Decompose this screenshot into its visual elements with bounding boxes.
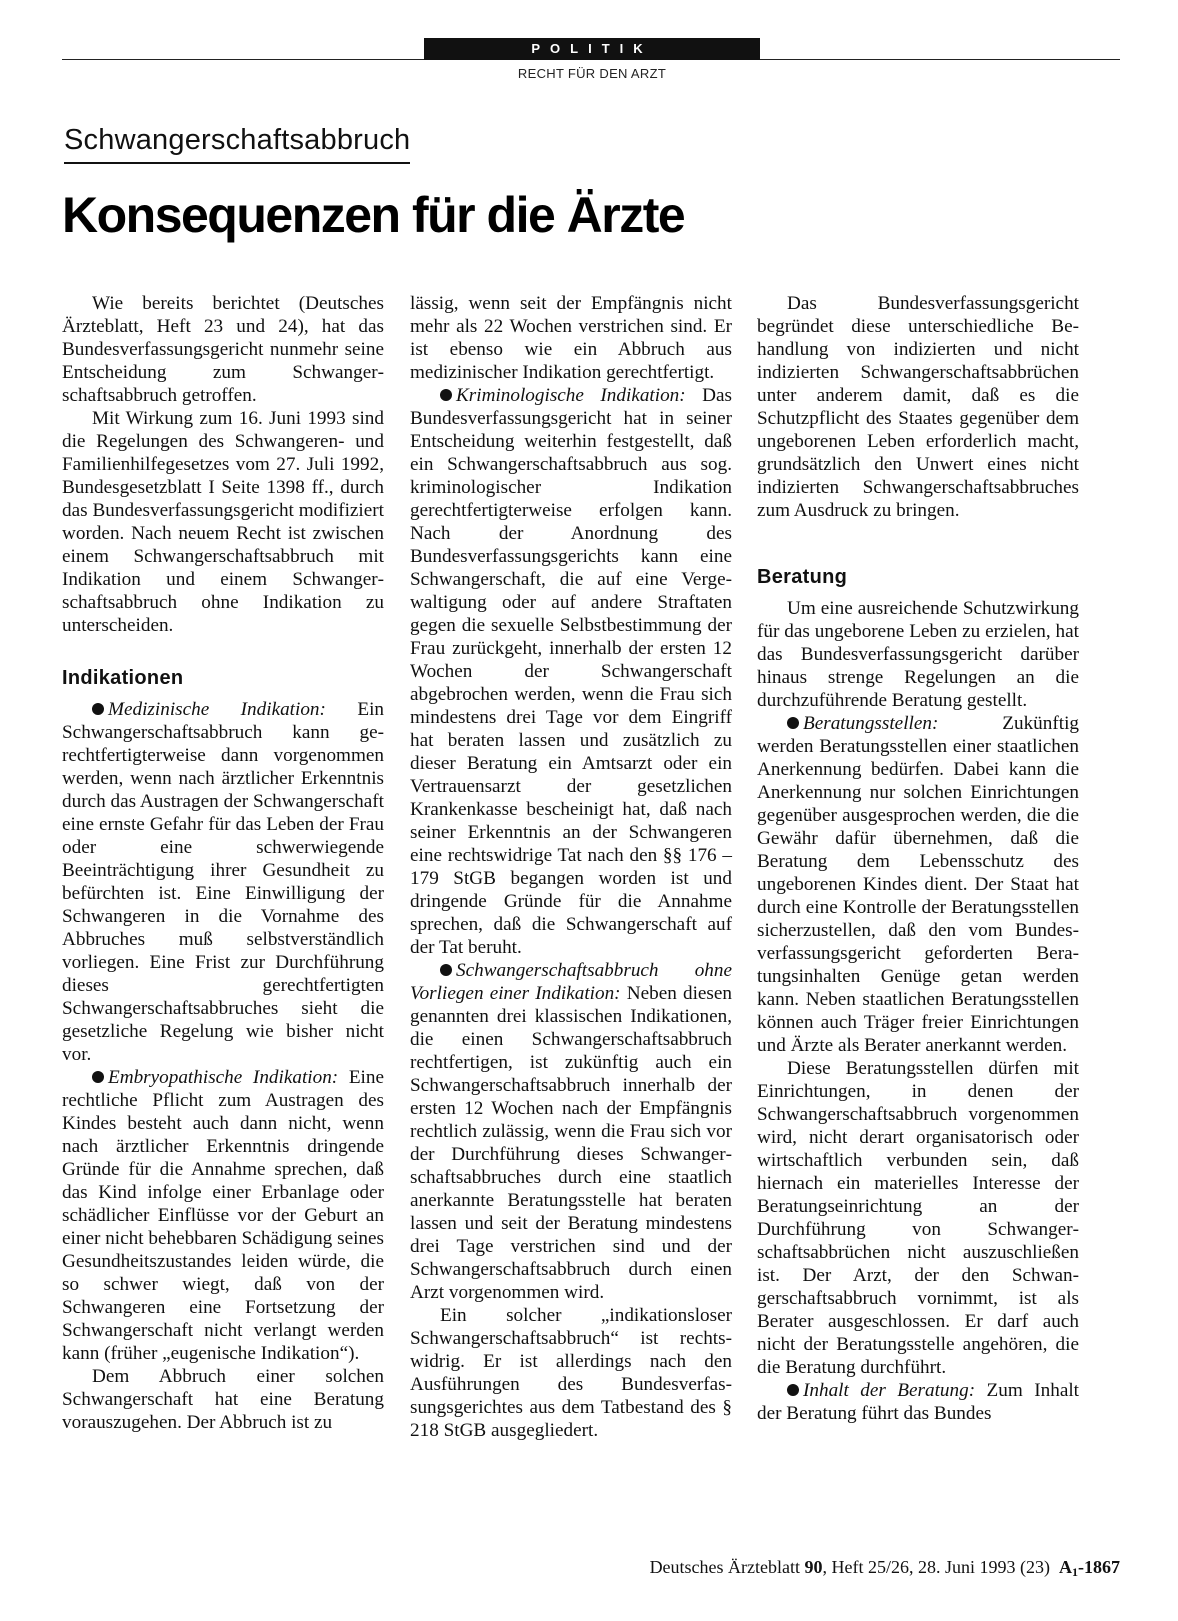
paragraph: lässig, wenn seit der Empfängnis nicht mehr als 22 Wochen verstrichen sind. Er ist ebenso wie ein Abbruch aus medizinischer Indikation gerechtfertigt. bbox=[410, 293, 732, 383]
article-column-2 bbox=[410, 292, 732, 1442]
section-label: POLITIK bbox=[424, 38, 760, 60]
paragraph-text: Ein Schwangerschaftsabbruch kann gerechtfertigterweise dann vorgenommen werden, wenn nach ärztlicher Erkenntnis durch das Austragen der Schwangerschaft eine ernste Gefahr für das Leben der Frau oder eine schwerwiegende Beeinträchtigung ihrer Gesundheit zu befürchten ist. Eine Einwilligung der Schwangeren in die Vornahme des Abbruches muß selbstverständlich vorliegen. Eine Frist zur Durchführung dieses gerechtfertigten Schwangerschaftsabbruches sieht die gesetzliche Regelung wie bisher nicht vor. bbox=[62, 699, 384, 1065]
article-topic: Schwangerschaftsabbruch bbox=[64, 124, 410, 164]
paragraph-text: Das Bundesverfassungsgericht hat in seiner Entscheidung weiterhin festgestellt, daß ein Schwangerschaftsabbruch aus sog. kriminologischer Indikation gerechtfertigterweise erfolgen kann. Nach der Anordnung des Bundesverfassungsgerichts kann eine Schwangerschaft, die auf eine Vergewaltigung oder auf andere Straftaten gegen die sexuelle Selbstbestimmung der Frau zurückgeht, innerhalb der ersten 12 Wochen der Schwangerschaft abgebrochen werden, wenn die Frau sich mindestens drei Tage vor dem Eingriff hat beraten lassen und zusätzlich zu dieser Beratung ein Amtsarzt oder ein Vertrauensarzt der gesetzlichen Krankenkasse bescheinigt hat, daß nach seiner Erkenntnis an der Schwangeren eine rechtswidrige Tat nach den §§ 176 – 179 StGB begangen worden ist und dringende Gründe für die Annahme sprechen, daß die Schwangerschaft auf der Tat beruht. bbox=[410, 385, 733, 958]
bullet-dot-icon bbox=[787, 717, 799, 729]
inline-label: Beratungsstellen: bbox=[803, 713, 939, 734]
journal-volume: 90 bbox=[804, 1557, 823, 1577]
paragraph-text: Zum Inhalt der Beratung führt das Bundes bbox=[757, 1380, 1079, 1424]
article-column-1 bbox=[62, 292, 384, 1434]
paragraph-ohne-indikation bbox=[410, 959, 732, 1304]
article-title: Konsequenzen für die Ärzte bbox=[62, 187, 685, 243]
article-column-3 bbox=[757, 292, 1079, 1425]
paragraph-text: Neben diesen genannten drei klassischen Indikationen, die einen Schwangerschaftsabbruch rechtfertigen, ist zukünftig auch ein Schwangerschaftsabbruch innerhalb der ersten 12 Wochen nach der Empfängnis rechtlich zulässig, wenn die Frau sich vor der Durchführung dieses Schwangerschaftsabbruches durch eine staatlich anerkannte Beratungsstelle hat beraten lassen und seit der Beratung mindestens drei Tage verstrichen sind und der Schwangerschaftsabbruch durch einen Arzt vorgenommen wird. bbox=[410, 983, 732, 1303]
page-prefix: A bbox=[1059, 1557, 1072, 1577]
bullet-dot-icon bbox=[92, 1071, 104, 1083]
journal-name: Deutsches Ärzteblatt bbox=[649, 1557, 805, 1577]
paragraph: Ein solcher „indikationsloser Schwangerschaftsabbruch“ ist rechtswidrig. Er ist allerdings nach den Ausführungen des Bundesverfassungsgerichtes aus dem Tatbestand des § 218 StGB ausgegliedert. bbox=[410, 1305, 732, 1441]
inline-label: Medizinische Indikation: bbox=[108, 699, 326, 720]
inline-label: Schwangerschaftsabbruch ohne Vorliegen einer Indikation: bbox=[410, 960, 732, 1004]
page-subscript: 1 bbox=[1072, 1565, 1078, 1579]
bullet-dot-icon bbox=[440, 389, 452, 401]
paragraph-inhalt-der-beratung bbox=[757, 1379, 1079, 1425]
bullet-dot-icon bbox=[92, 703, 104, 715]
bullet-dot-icon bbox=[440, 964, 452, 976]
paragraph: Wie bereits berichtet (Deutsches Ärzteblatt, Heft 23 und 24), hat das Bundesverfassungsgericht nunmehr seine Entscheidung zum Schwangerschaftsabbruch getroffen. bbox=[62, 293, 384, 406]
inline-label: Inhalt der Beratung: bbox=[803, 1380, 976, 1401]
paragraph: Mit Wirkung zum 16. Juni 1993 sind die Regelungen des Schwangeren- und Familienhilfegesetzes vom 27. Juli 1992, Bundesgesetzblatt I Seite 1398 ff., durch das Bundesverfassungsgericht modifiziert worden. Nach neuem Recht ist zwischen einem Schwangerschaftsabbruch mit Indikation und einem Schwangerschaftsabbruch ohne Indikation zu unterscheiden. bbox=[62, 408, 384, 636]
paragraph-kriminologische-indikation bbox=[410, 384, 732, 959]
subheading-beratung: Beratung bbox=[757, 566, 848, 588]
subsection-label: RECHT FÜR DEN ARZT bbox=[517, 66, 667, 81]
inline-label: Embryopathische Indikation: bbox=[108, 1067, 339, 1088]
paragraph: Diese Beratungsstellen dürfen mit Einrichtungen, in denen der Schwangerschaftsabbruch vorgenommen wird, nicht derart organisatorisch oder wirtschaftlich verbunden sein, daß hiernach ein materielles Interesse der Beratungseinrichtung an der Durchführung von Schwangerschaftsabbrüchen nicht auszuschließen ist. Der Arzt, der den Schwangerschaftsabbruch vornimmt, ist als Berater ausgeschlossen. Er darf auch nicht der Beratungsstelle angehören, die die Beratung durchführt. bbox=[757, 1058, 1079, 1378]
paragraph-medizinische-indikation bbox=[62, 698, 384, 1066]
journal-issue: , Heft 25/26, 28. Juni 1993 (23) bbox=[822, 1557, 1050, 1577]
paragraph: Um eine ausreichende Schutzwirkung für das ungeborene Leben zu erzielen, hat das Bundesverfassungsgericht darüber hinaus strenge Regelungen an die durchzuführende Beratung gestellt. bbox=[757, 598, 1079, 711]
paragraph-text: Zukünftig werden Beratungsstellen einer staatlichen Anerkennung bedürfen. Dabei kann die Anerkennung nur solchen Einrichtungen gegenüber ausgesprochen werden, die die Gewähr dafür übernehmen, daß die Beratung dem Lebensschutz des ungeborenen Kindes dient. Der Staat hat durch eine Kontrolle der Beratungsstellen sicherzustellen, daß den vom Bundesverfassungsgericht geforderten Beratungsinhalten Genüge getan werden kann. Neben staatlichen Beratungsstellen können auch Träger freier Einrichtungen und Ärzte als Berater anerkannt werden. bbox=[757, 713, 1079, 1056]
paragraph-beratungsstellen bbox=[757, 712, 1079, 1057]
paragraph: Das Bundesverfassungsgericht begründet diese unterschiedliche Behandlung von indizierten und nicht indizierten Schwangerschaftsabbrüchen unter anderem damit, daß es die Schutzpflicht des Staates gegenüber dem ungeborenen Leben erforderlich macht, grundsätzlich den Unwert eines nicht indizierten Schwangerschaftsabbruches zum Ausdruck zu bringen. bbox=[757, 293, 1079, 521]
paragraph-text: Eine rechtliche Pflicht zum Austragen des Kindes besteht auch dann nicht, wenn nach ärztlicher Erkenntnis dringende Gründe für die Annahme sprechen, daß das Kind infolge einer Erbanlage oder schädlicher Einflüsse vor der Geburt an einer nicht behebbaren Schädigung seines Gesundheitszustandes leiden würde, die so schwer wiegt, daß von der Schwangeren eine Fortsetzung der Schwangerschaft nicht verlangt werden kann (früher „eugenische Indikation“). bbox=[62, 1067, 384, 1364]
subheading-indikationen: Indikationen bbox=[62, 667, 184, 689]
page-footer bbox=[650, 1557, 1120, 1580]
paragraph-embryopathische-indikation bbox=[62, 1066, 384, 1365]
paragraph: Dem Abbruch einer solchen Schwangerschaft hat eine Beratung vorauszugehen. Der Abbruch ist zu bbox=[62, 1366, 384, 1433]
page-number bbox=[1059, 1557, 1120, 1577]
bullet-dot-icon bbox=[787, 1384, 799, 1396]
inline-label: Kriminologische Indikation: bbox=[456, 385, 686, 406]
page-num: -1867 bbox=[1078, 1557, 1120, 1577]
